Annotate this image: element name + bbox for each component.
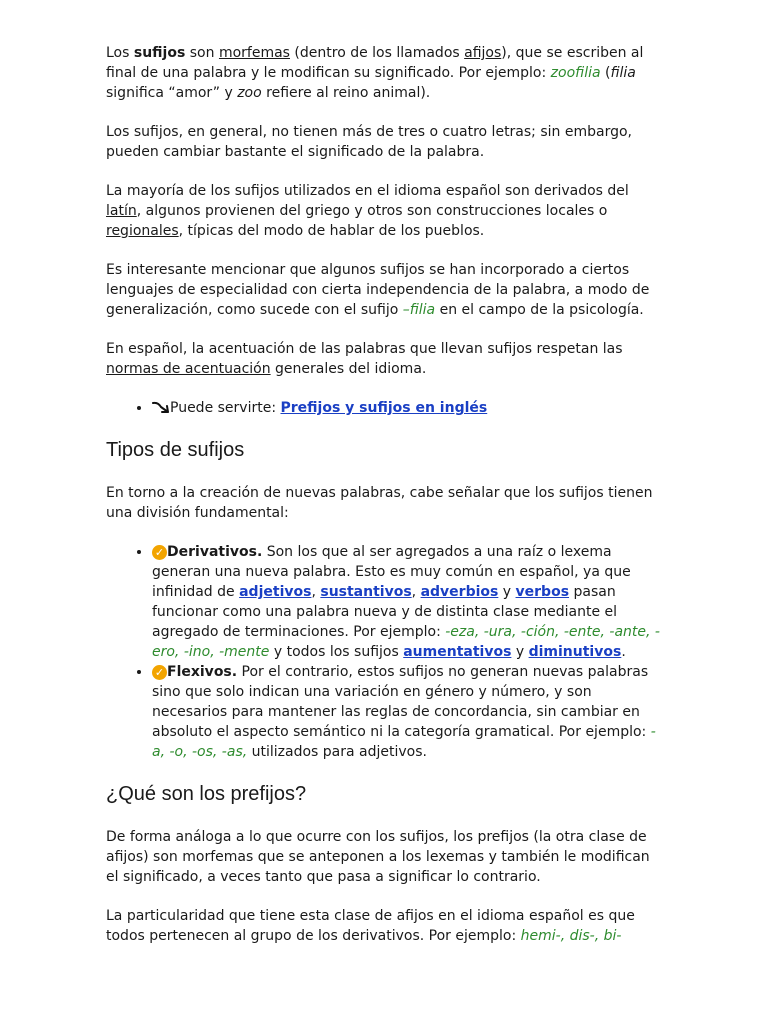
term-flexivos: Flexivos. [167, 664, 238, 680]
text: ), que se escriben al final de una palabra y le modifican su significado. Por ejemplo: [106, 45, 644, 81]
term-derivativos: Derivativos. [167, 544, 263, 560]
link-normas-acentuacion[interactable]: normas de acentuación [106, 361, 271, 377]
link-aumentativos[interactable]: aumentativos [403, 644, 512, 660]
text: son [185, 45, 219, 61]
link-verbos[interactable]: verbos [515, 584, 570, 600]
paragraph-prefijos: De forma análoga a lo que ocurre con los sufijos, los prefijos (la otra clase de afijos) son morfemas que se anteponen a los lexemas y también le modifican el significado, a veces tanto que pasa a significar lo contrario. [106, 829, 650, 885]
text: La particularidad que tiene esta clase de afijos en el idioma español es que todos pertenecen al grupo de los derivativos. Por ejemplo: [106, 908, 635, 944]
text: Es interesante mencionar que algunos sufijos se han incorporado a ciertos lenguajes de especialidad con cierta independencia de la palabra, a modo de generalización, como sucede con el sufijo [106, 262, 650, 318]
paragraph-division: En torno a la creación de nuevas palabras, cabe señalar que los sufijos tienen una división fundamental: [106, 485, 653, 521]
text: refiere al reino animal). [261, 85, 431, 101]
text: utilizados para adjetivos. [247, 744, 427, 760]
paragraph-particularidad [106, 906, 666, 946]
link-adverbios[interactable]: adverbios [420, 584, 499, 600]
list-item-flexivos [152, 662, 666, 762]
link-morfemas[interactable]: morfemas [218, 45, 290, 61]
text: Por el contrario, estos sufijos no generan nuevas palabras sino que solo indican una variación en género y número, y son necesarios para mantener las reglas de concordancia, sin cambiar en absoluto el aspecto semántico ni la categoría gramatical. Por ejemplo: [152, 664, 651, 740]
term-zoo: zoo [237, 85, 262, 101]
text: (dentro de los llamados [289, 45, 465, 61]
link-diminutivos[interactable]: diminutivos [528, 644, 622, 660]
paragraph-accent [106, 339, 666, 379]
text: y [511, 644, 529, 660]
text: En español, la acentuación de las palabras que llevan sufijos respetan las [106, 341, 623, 357]
list-item-derivativos [152, 542, 666, 662]
heading-que-son-los-prefijos: ¿Qué son los prefijos? [106, 783, 307, 805]
example-flexivos: -a, -o, -os, -as, [152, 724, 656, 760]
text: , algunos provienen del griego y otros son construcciones locales o [136, 203, 608, 219]
article-body [106, 43, 666, 965]
term-filia: filia [610, 65, 636, 81]
example-prefijos: hemi-, dis-, bi- [520, 928, 622, 944]
link-sustantivos[interactable]: sustantivos [320, 584, 412, 600]
related-label: Puede servirte: [170, 400, 281, 416]
check-icon: ✓ [152, 665, 167, 680]
term-sufijos: sufijos [133, 45, 186, 61]
arrow-icon [152, 400, 170, 414]
text: significa “amor” y [106, 85, 238, 101]
text: , [411, 584, 421, 600]
text: Son los que al ser agregados a una raíz o lexema generan una nueva palabra. Esto es muy común en español, ya que infinidad de [152, 544, 631, 600]
text: y [498, 584, 516, 600]
paragraph-letters: Los sufijos, en general, no tienen más de tres o cuatro letras; sin embargo, pueden cambiar bastante el significado de la palabra. [106, 124, 632, 160]
check-icon: ✓ [152, 545, 167, 560]
paragraph-specialty [106, 260, 666, 320]
text: . [621, 644, 626, 660]
example-derivativos: -eza, -ura, -ción, -ente, -ante, -ero, -ino, -mente [152, 624, 660, 660]
heading-tipos-de-sufijos: Tipos de sufijos [106, 439, 245, 461]
example-zoofilia: zoofilia [550, 65, 601, 81]
link-regionales[interactable]: regionales [106, 223, 179, 239]
example-filia: –filia [402, 302, 436, 318]
related-list [106, 398, 666, 418]
text: , típicas del modo de hablar de los pueblos. [178, 223, 485, 239]
text: pasan funcionar como una palabra nueva y de distinta clase mediante el agregado de terminaciones. Por ejemplo: [152, 584, 618, 640]
link-prefijos-sufijos-ingles[interactable]: Prefijos y sufijos en inglés [280, 400, 488, 416]
text: , [311, 584, 321, 600]
text: generales del idioma. [270, 361, 427, 377]
paragraph-intro [106, 43, 666, 103]
text: ( [600, 65, 611, 81]
link-adjetivos[interactable]: adjetivos [239, 584, 312, 600]
text: y todos los sufijos [269, 644, 404, 660]
link-afijos[interactable]: afijos [464, 45, 502, 61]
text: en el campo de la psicología. [435, 302, 644, 318]
link-latin[interactable]: latín [106, 203, 137, 219]
related-item [152, 398, 666, 418]
text: La mayoría de los sufijos utilizados en el idioma español son derivados del [106, 183, 629, 199]
text: Los [106, 45, 134, 61]
paragraph-origin [106, 181, 666, 241]
suffix-types-list [106, 542, 666, 762]
